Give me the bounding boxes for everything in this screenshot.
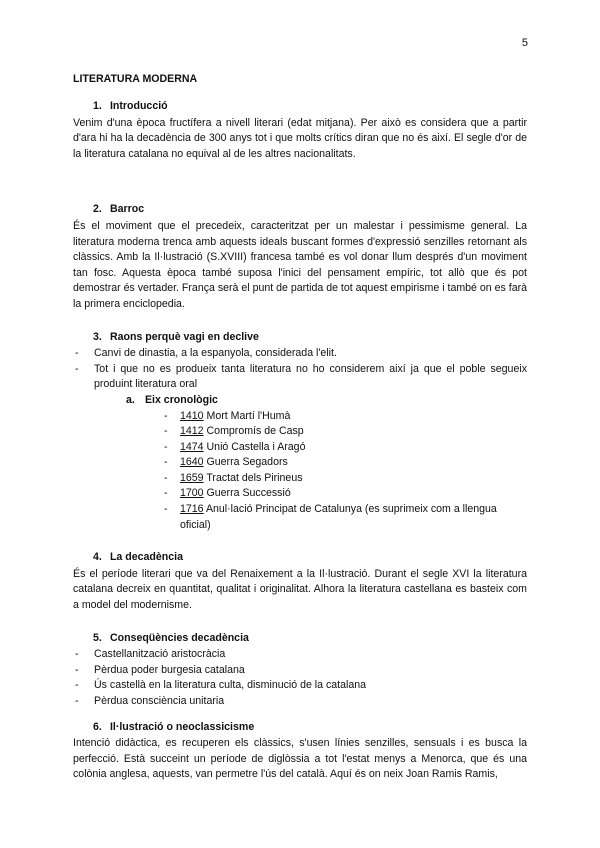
section-heading — [93, 202, 527, 218]
section-heading — [93, 99, 527, 115]
section-illustracio — [73, 720, 527, 783]
timeline-item — [164, 440, 527, 456]
list-item: - Ús castellà en la literatura culta, disminució de la catalana — [73, 678, 527, 694]
timeline-item — [164, 455, 527, 471]
section-introduccio — [73, 99, 527, 162]
subsection-title: Eix cronològic — [144, 393, 218, 406]
list-item: - Canvi de dinastia, a la espanyola, considerada l'elit. — [73, 346, 527, 362]
section-title: Introducció — [109, 100, 168, 112]
section-heading — [93, 550, 527, 566]
section-number: 4. — [93, 551, 102, 564]
timeline-event: Unió Castella i Aragó — [206, 440, 306, 453]
section-title: Raons perquè vagi en declive — [109, 330, 259, 343]
list-item: - Pèrdua consciència unitaria — [73, 694, 527, 710]
timeline-year: 1716 — [180, 503, 204, 516]
document-title: LITERATURA MODERNA — [73, 73, 198, 85]
timeline-year: 1410 — [180, 409, 204, 422]
subsection-number: a. — [126, 393, 135, 406]
section-number: 6. — [93, 720, 102, 733]
section-raons — [73, 330, 527, 534]
section-title: La decadència — [109, 551, 183, 564]
timeline-item — [164, 502, 527, 533]
timeline-event: Mort Martí l'Humà — [206, 409, 291, 422]
timeline-event: Guerra Successió — [206, 487, 291, 500]
list-item: - Pèrdua poder burgesia catalana — [73, 663, 527, 679]
timeline-year: 1474 — [180, 440, 204, 453]
timeline-year: 1659 — [180, 471, 204, 484]
section-paragraph: Venim d'una època fructífera a nivell literari (edat mitjana). Per això es considera que a partir d'ara hi ha la decadència de 300 anys tot i que molts crítics diran que no és així. El segle d'or de la literatura catalana no equival al de les altres nacionalitats. — [73, 116, 527, 160]
consequences-list — [73, 647, 527, 709]
timeline-item — [164, 409, 527, 425]
section-number: 1. — [93, 100, 102, 112]
section-decadencia — [73, 550, 527, 613]
list-item: - Tot i que no es produeix tanta literatura no ho considerem així ja que el poble segueix produint literatura oral — [73, 362, 527, 393]
section-number: 3. — [93, 330, 102, 343]
section-heading — [93, 631, 527, 647]
timeline-event: Anul·lació Principat de Catalunya (es suprimeix com a llengua oficial) — [180, 503, 497, 531]
section-title: Il·lustració o neoclassicisme — [109, 720, 255, 733]
section-paragraph: És el període literari que va del Renaixement a la Il·lustració. Durant el segle XVI la literatura catalana decreix en quantitat, qualitat i originalitat. Alhora la literatura castellana es basteix com a model del modernisme. — [73, 567, 527, 612]
section-heading — [93, 720, 527, 736]
list-item: - Castellanització aristocràcia — [73, 647, 527, 663]
section-heading — [93, 330, 527, 346]
timeline-event: Compromís de Casp — [206, 425, 304, 438]
timeline-year: 1640 — [180, 456, 204, 469]
section-paragraph: Intenció didàctica, es recuperen els clàssics, s'usen línies senzilles, sensuals i es busca la perfecció. Està succeint un període de diglòssia a tot l'estat menys a Menorca, que és una colònia anglesa, aquests, van permetre l'ús del català. Aquí és on neix Joan Ramis Ramis, — [73, 737, 527, 781]
timeline-list — [73, 409, 527, 534]
section-paragraph: És el moviment que el precedeix, caracteritzat per un malestar i pessimisme general. La literatura moderna trenca amb aquests ideals buscant formes d'expressió senzilles retornant als clàssics. Amb la Il·lustració (S.XVIII) francesa també es vol donar llum després d'un moviment tan fosc. Aquesta època també suposa l'inici del pensament empíric, tot allò que és pot demostrar és vertader. França serà el punt de partida de tot aquest empirisme i també on es farà la primera enciclopedia. — [73, 219, 527, 310]
section-barroc — [73, 202, 527, 312]
section-title: Barroc — [109, 203, 145, 216]
timeline-year: 1412 — [180, 425, 204, 438]
reasons-list — [73, 346, 527, 393]
timeline-event: Tractat dels Pirineus — [206, 471, 303, 484]
section-number: 5. — [93, 631, 102, 644]
document-body — [73, 72, 527, 783]
page-number: 5 — [521, 37, 528, 49]
subsection-heading — [126, 393, 527, 409]
section-number: 2. — [93, 203, 102, 216]
timeline-event: Guerra Segadors — [206, 456, 288, 469]
timeline-item — [164, 471, 527, 487]
timeline-year: 1700 — [180, 487, 204, 500]
timeline-item — [164, 486, 527, 502]
section-title: Conseqüències decadència — [109, 631, 249, 644]
section-consequencies — [73, 631, 527, 710]
timeline-item — [164, 424, 527, 440]
